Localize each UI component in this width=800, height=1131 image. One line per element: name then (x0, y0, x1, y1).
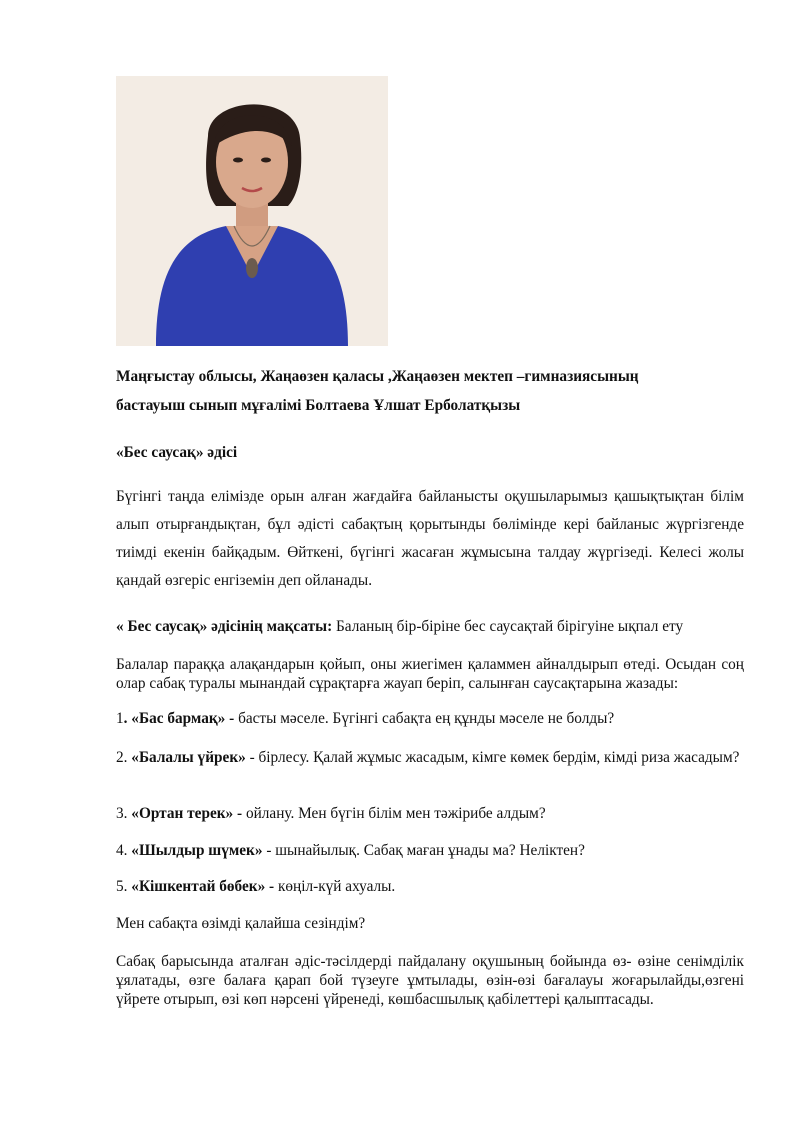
goal-label: « Бес саусақ» әдісінің мақсаты: (116, 618, 333, 635)
finger-text: басты мәселе. Бүгінгі сабақта ең құнды мәселе не болды? (234, 710, 615, 727)
finger-number: 4. (116, 842, 132, 859)
finger-number: 3. (116, 805, 132, 822)
instruction-paragraph: Балалар параққа алақандарын қойып, оны жиегімен қаламмен айналдырып өтеді. Осыдан соң олар сабақ туралы мынандай сұрақтарға жауап беріп, салынған саусақтарына жазады: (116, 656, 744, 692)
goal-text: Баланың бір-біріне бес саусақтай бірігуіне ықпал ету (332, 618, 684, 635)
author-line-1: Маңғыстау облысы, Жаңаөзен қаласы ,Жаңаөзен мектеп –гимназиясының (116, 368, 639, 385)
reflection-question: Мен сабақта өзімді қалайша сезіндім? (116, 915, 366, 932)
finger-number: 5. (116, 878, 132, 895)
finger-item-5 (116, 877, 744, 896)
author-photo (116, 76, 388, 346)
author-line-2: бастауыш сынып мұғалімі Болтаева Ұлшат Ерболатқызы (116, 397, 521, 414)
finger-number: 1 (116, 710, 124, 727)
finger-name: «Кішкентай бөбек» - (131, 878, 275, 895)
intro-paragraph: Бүгінгі таңда елімізде орын алған жағдайға байланысты оқушыларымыз қашықтықтан білім алып отырғандықтан, бұл әдісті сабақтың қорытынды бөлімінде кері байланыс жүргізгенде тиімді екенін байқадым. Өйткені, бүгінгі жасаған жұмысына талдау жүргізеді. Келесі жолы қандай өзгеріс енгіземін деп ойланады. (116, 488, 744, 589)
portrait-image (116, 76, 388, 346)
finger-number: 2. (116, 749, 132, 766)
goal-line (116, 617, 744, 636)
finger-item-4 (116, 841, 744, 860)
finger-name: «Ортан терек» - (131, 805, 243, 822)
method-title: «Бес саусақ» әдісі (116, 444, 238, 461)
conclusion-paragraph: Сабақ барысында аталған әдіс-тәсілдерді пайдалану оқушының бойында өз- өзіне сенімділік ұялатады, өзге балаға қарап бой түзеуге ұмтылады, өзін-өзі бағалауы жоғарылайды,өзгені үйрете отырып, өзі көп нәрсені үйренеді, көшбасшылық қабілеттері қалыптасады. (116, 953, 744, 1008)
finger-name: . «Бас бармақ» - (123, 710, 235, 727)
finger-item-3 (116, 804, 744, 823)
author-info (116, 362, 744, 420)
finger-name: «Шылдыр шүмек» (131, 842, 263, 859)
finger-text: ойлану. Мен бүгін білім мен тәжірибе алдым? (242, 805, 546, 822)
finger-item-2 (116, 748, 744, 767)
finger-item-1 (116, 709, 744, 728)
finger-text: көңіл-күй ахуалы. (274, 878, 396, 895)
finger-name: «Балалы үйрек» (131, 749, 246, 766)
finger-text: - бірлесу. Қалай жұмыс жасадым, кімге көмек бердім, кімді риза жасадым? (245, 749, 740, 766)
finger-text: - шынайылық. Сабақ маған ұнады ма? Неліктен? (262, 842, 585, 859)
